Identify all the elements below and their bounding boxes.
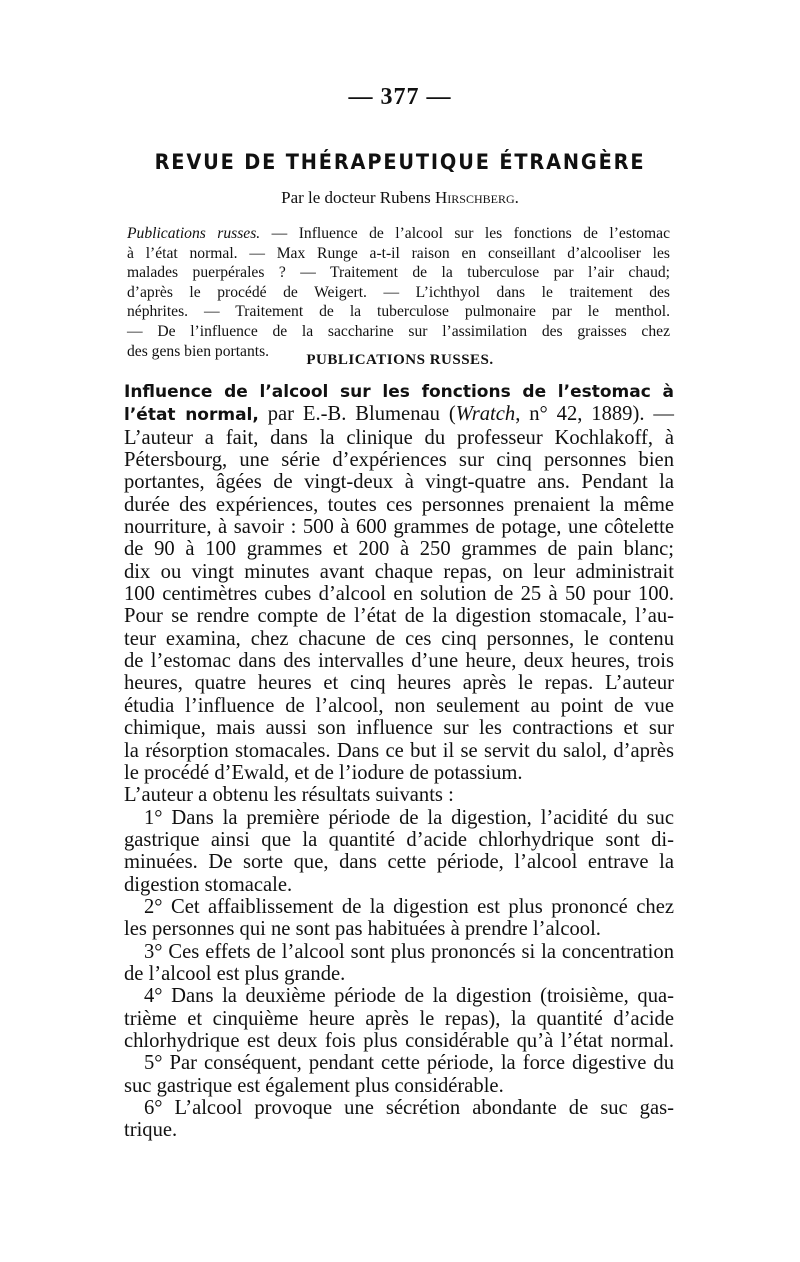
article-line (124, 762, 674, 784)
article-line (124, 1052, 674, 1074)
byline-prefix: Par le docteur Rubens (281, 188, 436, 207)
article-line (124, 695, 674, 717)
article-text: par E.-B. Blumenau ( (258, 403, 456, 426)
article-text: chlorhydrique est deux fois plus considérable qu’à l’état normal. (124, 1029, 674, 1052)
article-text: portantes, âgées de vingt-deux à vingt-quatre ans. Pendant la (124, 471, 674, 494)
article-line (124, 628, 674, 650)
summary-line (127, 224, 670, 244)
article-line (124, 829, 674, 851)
article-text: de l’estomac dans des intervalles d’une heure, deux heures, trois (124, 650, 674, 673)
article-line (124, 1030, 674, 1052)
summary-section-label: Publications russes. (127, 225, 261, 242)
article-line (124, 403, 674, 426)
article-text: chimique, mais aussi son influence sur les contractions et sur (124, 717, 674, 740)
article-line (124, 605, 674, 627)
article-text: L’auteur a obtenu les résultats suivants : (124, 784, 454, 807)
article-line (124, 449, 674, 471)
summary-text: des gens bien portants. (127, 342, 270, 360)
article-line (124, 717, 674, 739)
article-text: de 90 à 100 grammes et 200 à 250 grammes de pain blanc; (124, 538, 674, 561)
article-text: 3° Ces effets de l’alcool sont plus prononcés si la concentration (144, 940, 674, 963)
summary-line (127, 322, 670, 342)
article-text: dix ou vingt minutes avant chaque repas, on leur administrait (124, 560, 674, 583)
summary-text: — De l’influence de la saccharine sur l’assimilation des graisses chez (127, 322, 670, 340)
article-text: 100 centimètres cubes d’alcool en solution de 25 à 50 pour 100. (124, 583, 674, 606)
summary-text: d’après le procédé de Weigert. — L’ichthyol dans le traitement des (127, 283, 670, 301)
article-text: la résorption stomacales. Dans ce but il se servit du salol, d’après (124, 739, 674, 762)
article-text: 5° Par conséquent, pendant cette période, la force digestive du (144, 1052, 674, 1075)
summary-text: — Influence de l’alcool sur les fonctions de l’estomac (260, 225, 670, 242)
article-text: L’auteur a fait, dans la clinique du professeur Kochlakoff, à (124, 426, 674, 449)
article-line (124, 471, 674, 493)
article-line (124, 896, 674, 918)
article-line (124, 427, 674, 449)
article-line (124, 851, 674, 873)
article-line (124, 941, 674, 963)
summary-text: néphrites. — Traitement de la tuberculose pulmonaire par le menthol. (127, 303, 670, 321)
article-text: 4° Dans la deuxième période de la digestion (troisième, qua- (144, 985, 674, 1008)
article-text: 2° Cet affaiblissement de la digestion est plus prononcé chez (144, 895, 674, 918)
article-line (124, 784, 674, 806)
article-body (124, 380, 674, 1142)
article-text: digestion stomacale. (124, 873, 293, 896)
article-text: 6° L’alcool provoque une sécrétion abondante de suc gas- (144, 1097, 674, 1119)
article-line (124, 538, 674, 560)
page-number: — 377 — (348, 84, 452, 110)
article-text: gastrique ainsi que la quantité d’acide chlorhydrique sont di- (124, 828, 674, 851)
article-text: trième et cinquième heure après le repas), la quantité d’acide (124, 1007, 674, 1030)
article-text: 1° Dans la première période de la digestion, l’acidité du suc (144, 806, 674, 829)
article-line (124, 494, 674, 516)
article-line (124, 561, 674, 583)
article-line (124, 1008, 674, 1030)
article-heading-bold: l’état normal, (124, 405, 259, 426)
summary-text: malades puerpérales ? — Traitement de la tuberculose par l’air chaud; (127, 264, 670, 282)
article-line (124, 807, 674, 829)
article-text: Pour se rendre compte de l’état de la digestion stomacale, l’au- (124, 605, 674, 628)
article-text: étudia l’influence de l’alcool, non seulement au point de vue (124, 694, 674, 717)
page-title: REVUE DE THÉRAPEUTIQUE ÉTRANGÈRE (154, 150, 646, 174)
article-text: , n° 42, 1889). — (515, 403, 674, 426)
summary-text: à l’état normal. — Max Runge a-t-il raison en conseillant d’alcooliser les (127, 244, 670, 262)
article-text: de l’alcool est plus grande. (124, 962, 346, 985)
summary-block (127, 224, 670, 361)
article-line (124, 963, 674, 985)
article-line (124, 874, 674, 896)
article-line (124, 1097, 674, 1119)
byline (0, 188, 800, 208)
article-line (124, 985, 674, 1007)
summary-line (127, 302, 670, 322)
article-text: trique. (124, 1119, 178, 1142)
article-line (124, 1119, 674, 1141)
summary-line (127, 244, 670, 264)
article-line (124, 740, 674, 762)
article-text: nourriture, à savoir : 500 à 600 grammes de potage, une côtelette (124, 516, 674, 539)
article-line (124, 516, 674, 538)
journal-name: Wratch (455, 403, 516, 426)
article-text: Pétersbourg, une série d’expériences sur cinq personnes bien (124, 449, 674, 472)
article-text: les personnes qui ne sont pas habituées à prendre l’alcool. (124, 918, 601, 941)
article-line (124, 380, 674, 403)
article-line (124, 650, 674, 672)
article-heading-bold: Influence de l’alcool sur les fonctions de l’estomac à (124, 382, 674, 402)
article-line (124, 672, 674, 694)
summary-line (127, 283, 670, 303)
article-text: le procédé d’Ewald, et de l’iodure de potassium. (124, 761, 523, 784)
article-line (124, 1075, 674, 1097)
article-text: durée des expériences, toutes ces personnes prenaient la même (124, 493, 674, 516)
article-line (124, 583, 674, 605)
article-line (124, 918, 674, 940)
article-text: teur examina, chez chacune de ces cinq personnes, le contenu (124, 627, 674, 650)
summary-line (127, 263, 670, 283)
section-heading: PUBLICATIONS RUSSES. (306, 352, 494, 368)
author-name: Hirschberg. (435, 188, 519, 207)
article-text: suc gastrique est également plus considérable. (124, 1074, 504, 1097)
article-text: heures, quatre heures et cinq heures après le repas. L’auteur (124, 672, 674, 695)
article-text: minuées. De sorte que, dans cette période, l’alcool entrave la (124, 851, 674, 874)
